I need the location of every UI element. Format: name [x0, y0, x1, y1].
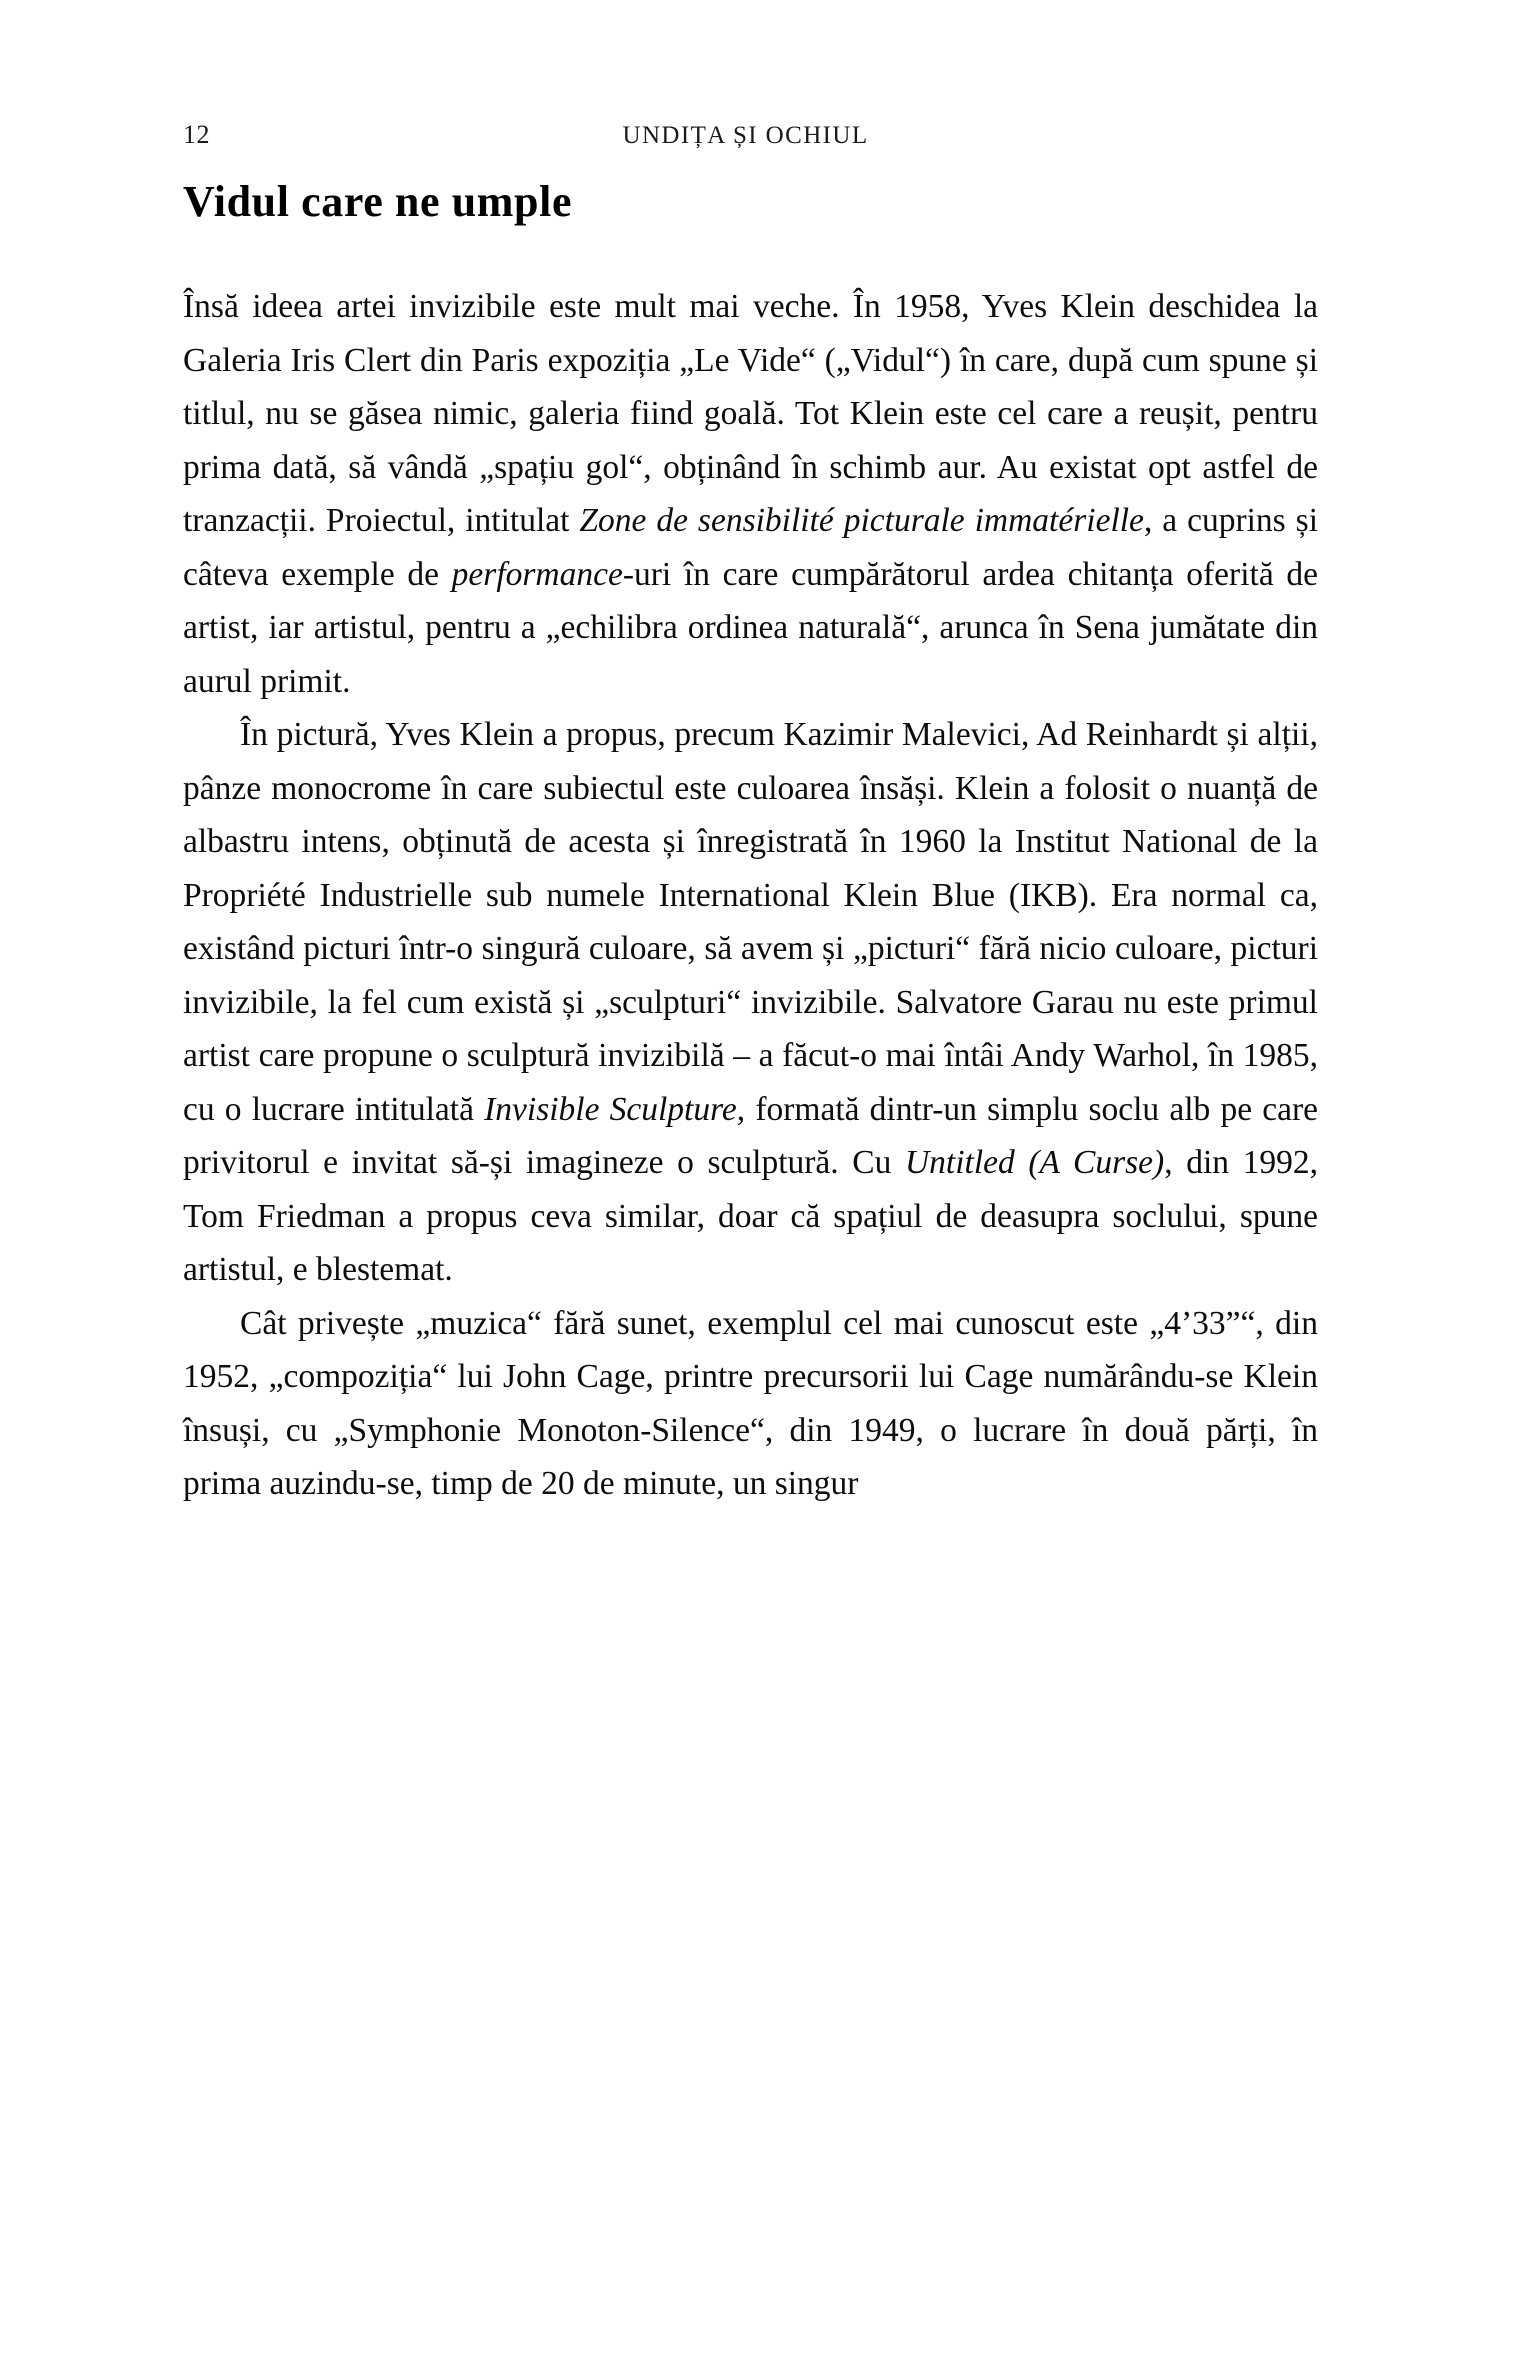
body-text [183, 280, 1318, 1511]
chapter-title: Vidul care ne umple [183, 177, 573, 226]
running-header: 12 UNDIȚA ȘI OCHIUL [183, 120, 1318, 160]
page-content [183, 120, 1319, 1502]
paragraph-2: În pictură, Yves Klein a propus, precum Kazimir Malevici, Ad Reinhardt și alții, pânze monocrome în care subiectul este culoarea însăși. Klein a folosit o nuanță de albastru intens, obținută de acesta și înregistrată în 1960 la Institut National de la Propriété Industrielle sub numele International Klein Blue (IKB). Era normal ca, existând picturi într-o singură culoare, să avem și „picturi“ fără nicio culoare, picturi invizibile, la fel cum există și „sculpturi“ invizibile. Salvatore Garau nu este primul artist care propune o sculptură invizibilă – a făcut-o mai întâi Andy Warhol, în 1985, cu o lucrare intitulată Invisible Sculpture, formată dintr-un simplu soclu alb pe care privitorul e invitat să-și imagineze o sculptură. Cu Untitled (A Curse), din 1992, Tom Friedman a propus ceva similar, doar că spațiul de deasupra soclului, spune artistul, e blestemat. [183, 716, 1319, 1288]
paragraph-3: Cât privește „muzica“ fără sunet, exemplul cel mai cunoscut este „4’33”“, din 1952, „compoziția“ lui John Cage, printre precursorii lui Cage numărându-se Klein însuși, cu „Symphonie Monoton-Silence“, din 1949, o lucrare în două părți, în prima auzindu-se, timp de 20 de minute, un singur [183, 1304, 1318, 1502]
running-head-title: UNDIȚA ȘI OCHIUL [622, 122, 869, 149]
paragraph-1: Însă ideea artei invizibile este mult mai veche. În 1958, Yves Klein deschidea la Galeria Iris Clert din Paris expoziția „Le Vide“ („Vidul“) în care, după cum spune și titlul, nu se găsea nimic, galeria fiind goală. Tot Klein este cel care a reușit, pentru prima dată, să vândă „spațiu gol“, obținând în schimb aur. Au existat opt astfel de tranzacții. Proiectul, intitulat Zone de sensibilité picturale immatérielle, a cuprins și câteva exemple de performance-uri în care cumpărătorul ardea chitanța oferită de artist, iar artistul, pentru a „echilibra ordinea naturală“, arunca în Sena jumătate din aurul primit. [183, 288, 1318, 700]
